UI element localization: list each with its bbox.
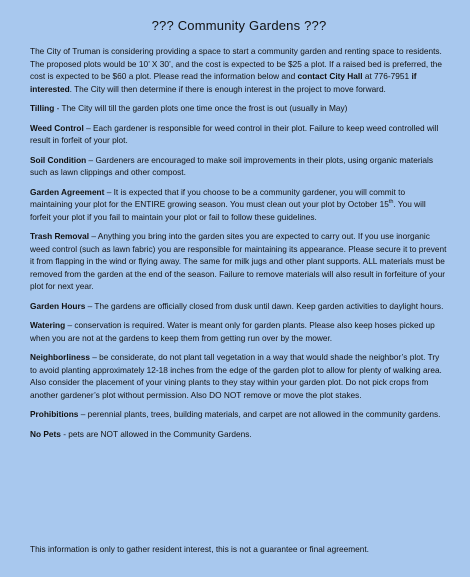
section-soil-condition <box>30 154 448 179</box>
watering-body: – conservation is required. Water is meant only for garden plants. Please also keep hoses picked up when you are not at the gardens to keep them from getting run over by the mower. <box>30 320 435 343</box>
section-prohibitions <box>30 408 448 421</box>
garden-agreement-sup: th <box>388 199 394 206</box>
section-trash-removal <box>30 230 448 293</box>
no-pets-body: - pets are NOT allowed in the Community Gardens. <box>60 428 252 439</box>
section-garden-hours <box>30 300 448 313</box>
soil-condition-heading: Soil Condition <box>30 154 87 165</box>
watering-heading: Watering <box>30 320 66 330</box>
page-title: ??? Community Gardens ??? <box>151 18 327 33</box>
neighborliness-body: – be considerate, do not plant tall vegetation in a way that would shade the neighbor’s plot. Try to avoid planting approximately 12-18 inches from the edge of the garden plot to allow for plenty of walking area. Also consider the placement of your vining plants to they stay within your garden plot. Do not pick crops from another gardener’s plot without permission. Also DO NOT remove or move the plot stakes. <box>30 352 442 400</box>
garden-agreement-body-b: . You will forfeit your plot if you fail to maintain your plot or fail to follow these guidelines. <box>30 199 426 222</box>
intro-contact-city-hall: contact City Hall <box>297 71 363 81</box>
tilling-heading: Tilling <box>30 103 55 113</box>
section-watering <box>30 319 448 344</box>
intro-phone: at 776-7951 <box>362 71 412 81</box>
disclaimer-footer: This information is only to gather resident interest, this is not a guarantee or final agreement. <box>30 544 369 554</box>
garden-agreement-body-a: – It is expected that if you choose to be a community gardener, you will commit to maintaining your plot for the ENTIRE growing season. You must clean out your plot by October 15 <box>30 186 406 209</box>
section-tilling <box>30 102 448 115</box>
section-weed-control <box>30 122 448 147</box>
no-pets-heading: No Pets <box>30 428 61 439</box>
intro-paragraph <box>30 45 448 95</box>
trash-removal-heading: Trash Removal <box>30 231 90 241</box>
weed-control-heading: Weed Control <box>30 122 84 133</box>
prohibitions-body: – perennial plants, trees, building materials, and carpet are not allowed in the community gardens. <box>78 409 441 419</box>
intro-if-interested: if interested <box>30 71 417 94</box>
garden-hours-body: – The gardens are officially closed from dusk until dawn. Keep garden activities to daylight hours. <box>85 300 444 311</box>
soil-condition-body: – Gardeners are encouraged to make soil improvements in their plots, using organic materials such as lawn clippings and other compost. <box>30 154 434 177</box>
section-garden-agreement <box>30 186 448 224</box>
neighborliness-heading: Neighborliness <box>30 352 90 362</box>
intro-text-1: The City of Truman is considering providing a space to start a community garden and renting space to residents. The proposed plots would be 10’ X 30’, and the cost is expected to be $25 a plot. If a raised bed is preferred, the cost is expected to be $60 a plot. Please read the information below and <box>30 46 443 81</box>
section-no-pets <box>30 428 448 441</box>
section-neighborliness <box>30 351 448 401</box>
tilling-body: - The City will till the garden plots one time once the frost is out (usually in May) <box>54 103 348 113</box>
intro-text-3: . The City will then determine if there is enough interest in the project to move forward. <box>69 83 386 94</box>
prohibitions-heading: Prohibitions <box>30 409 79 419</box>
trash-removal-body: – Anything you bring into the garden sites you are expected to carry out. If you use inorganic weed control (such as lawn fabric) you are responsible for maintaining its appearance. Please secure it to prevent it from flapping in the wind or flying away. The same for milk jugs and other plant supports. ALL materials must be removed from the garden at the end of the season. Failure to remove materials will also result in forfeiture of your plot for next year. <box>30 231 447 291</box>
garden-hours-heading: Garden Hours <box>30 300 86 311</box>
weed-control-body: – Each gardener is responsible for weed control in their plot. Failure to keep weed controlled will result in forfeit of your plot. <box>30 122 439 145</box>
garden-agreement-heading: Garden Agreement <box>30 186 105 197</box>
